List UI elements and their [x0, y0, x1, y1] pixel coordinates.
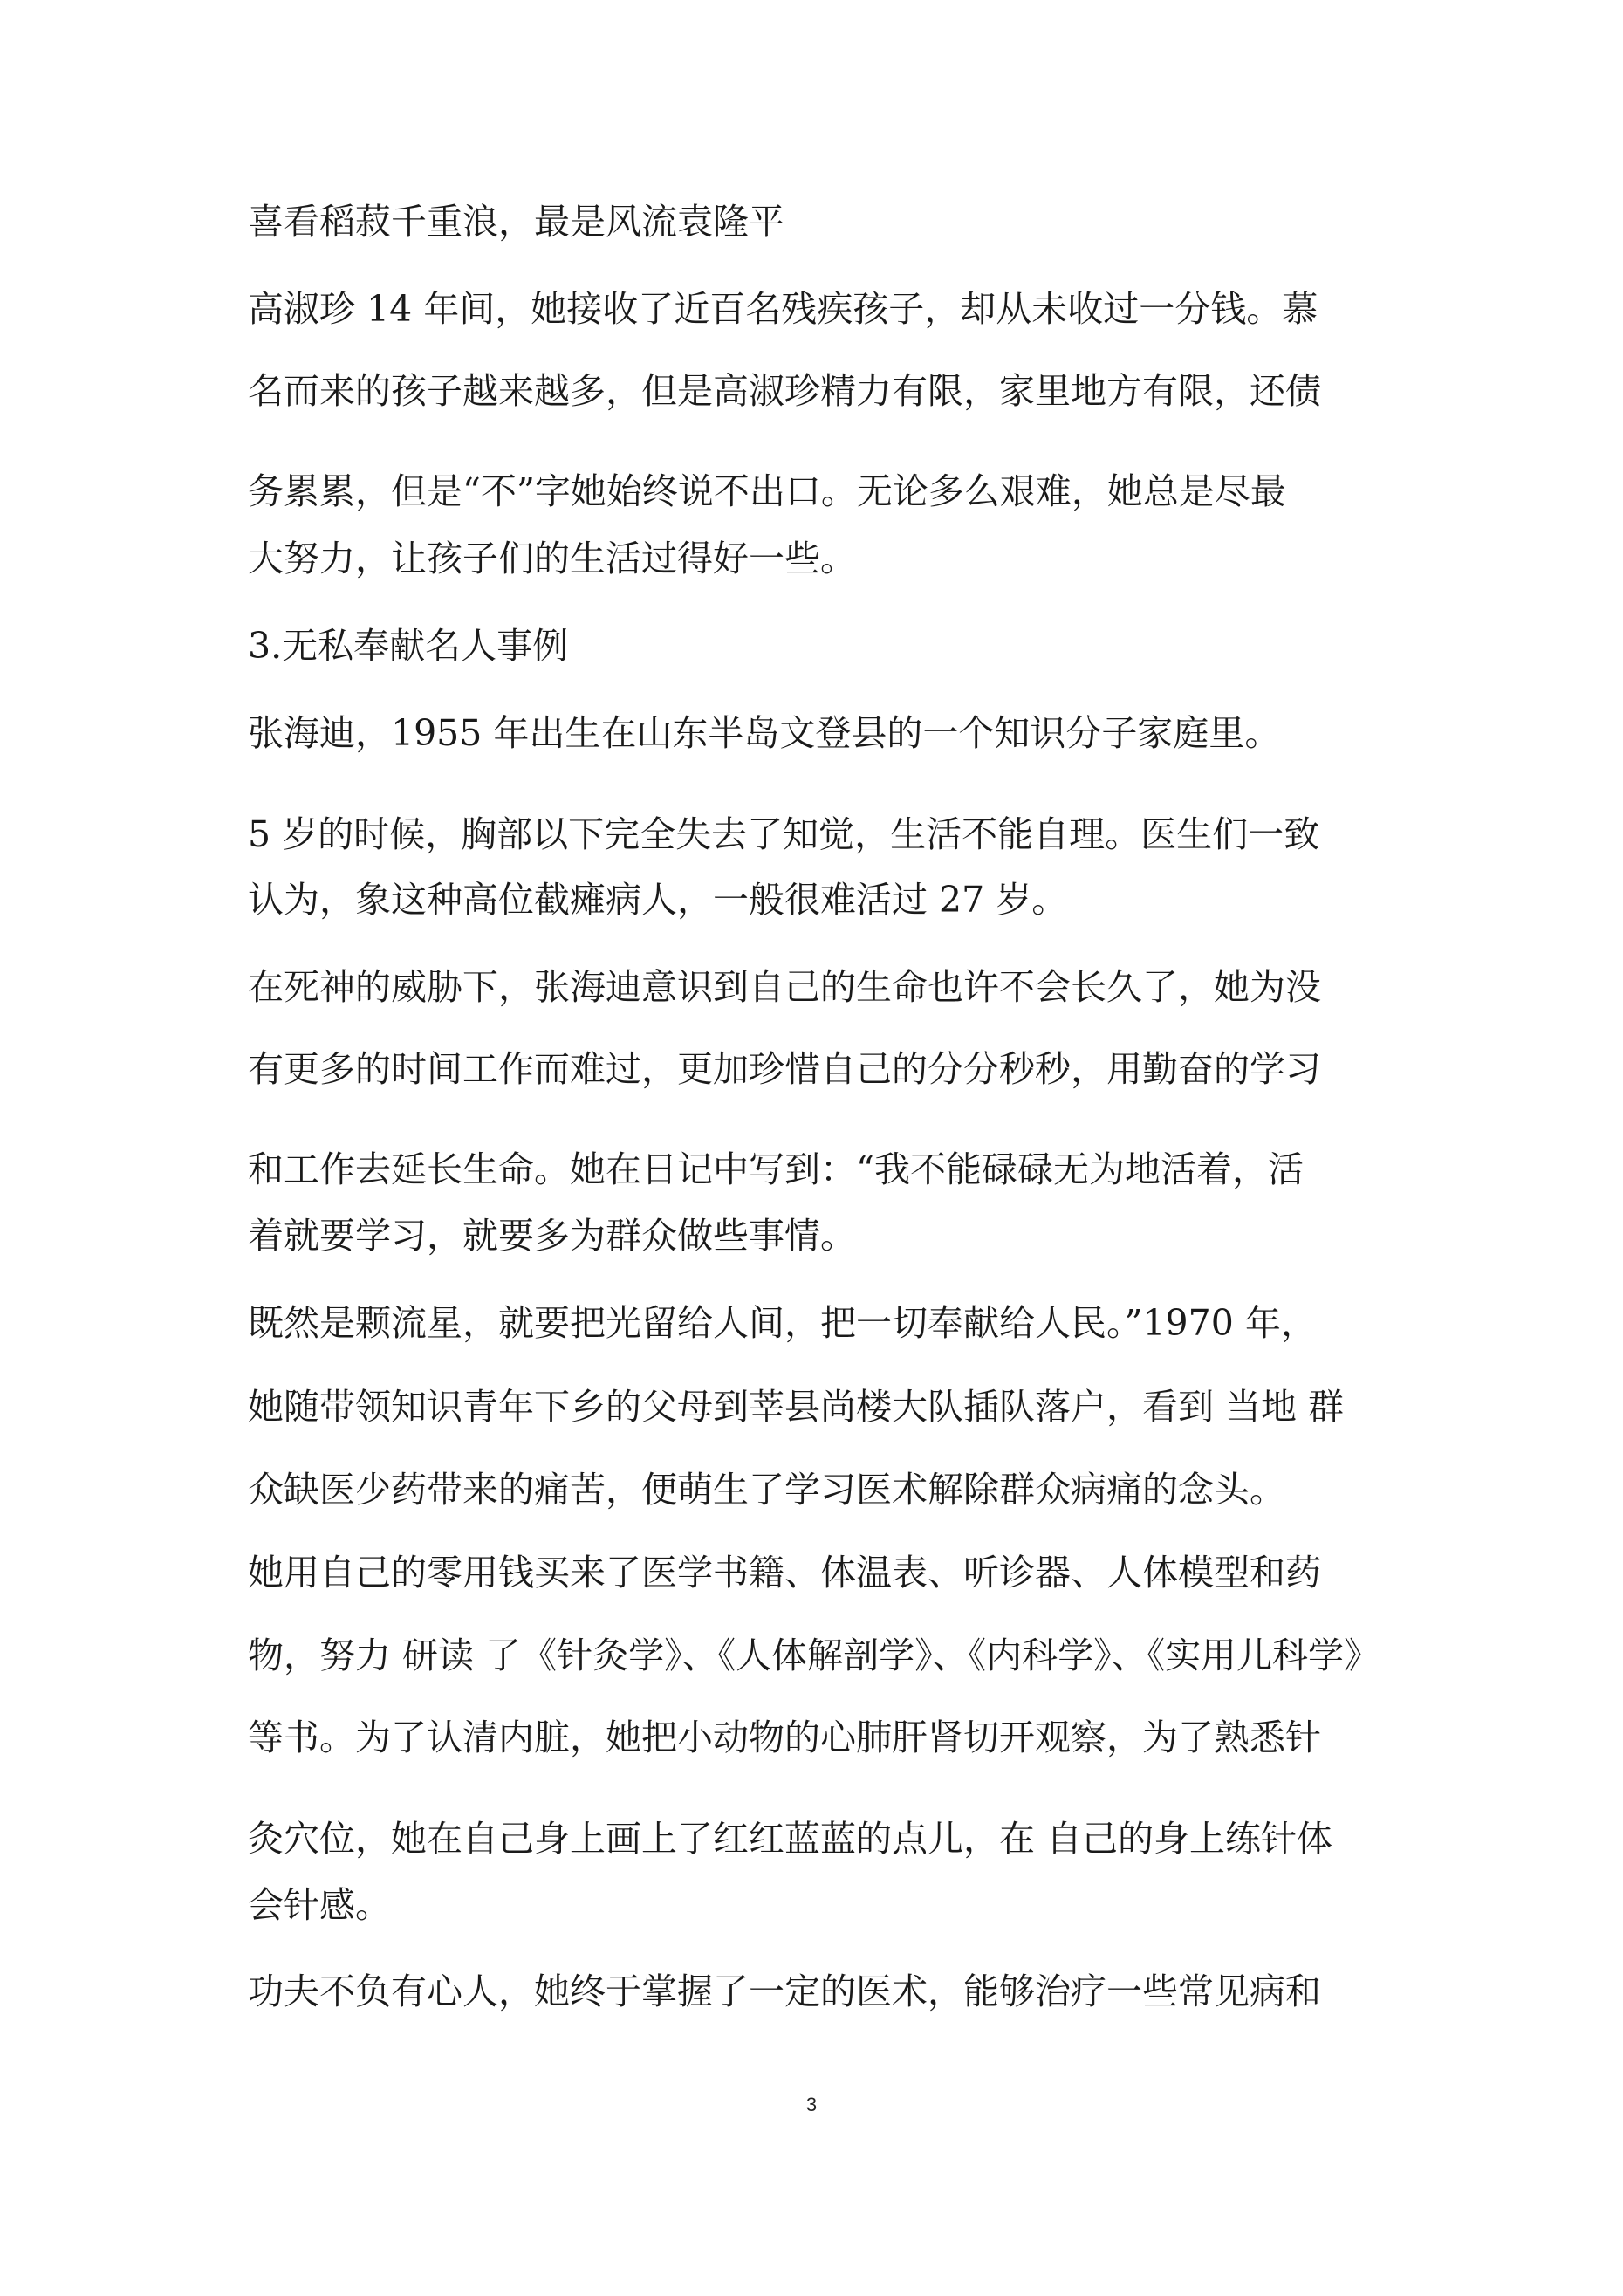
text-line: 着就要学习，就要多为群众做些事情。	[248, 1215, 856, 1257]
section-heading: 3.无私奉献名人事例	[248, 625, 569, 667]
text-line: 灸穴位，她在自己身上画上了红红蓝蓝的点儿，在 自己的身上练针体	[248, 1818, 1333, 1860]
text-line: 张海迪，1955 年出生在山东半岛文登县的一个知识分子家庭里。	[248, 712, 1281, 754]
text-line: 务累累，但是“不”字她始终说不出口。无论多么艰难，她总是尽最	[248, 470, 1286, 512]
text-line: 会针感。	[248, 1884, 391, 1926]
text-line: 喜看稻菽千重浪，最是风流袁隆平	[248, 201, 784, 243]
text-line: 5 岁的时候，胸部以下完全失去了知觉，生活不能自理。医生们一致	[248, 813, 1320, 855]
text-line: 她用自己的零用钱买来了医学书籍、体温表、听诊器、人体模型和药	[248, 1552, 1321, 1593]
text-line: 有更多的时间工作而难过，更加珍惜自己的分分秒秒，用勤奋的学习	[248, 1048, 1321, 1090]
page-number: 3	[805, 2094, 818, 2115]
text-line: 高淑珍 14 年间，她接收了近百名残疾孩子，却从未收过一分钱。慕	[248, 288, 1318, 330]
text-line: 名而来的孩子越来越多，但是高淑珍精力有限，家里地方有限，还债	[248, 370, 1321, 412]
text-line: 认为，象这种高位截瘫病人，一般很难活过 27 岁。	[248, 879, 1068, 921]
text-line: 等书。为了认清内脏，她把小动物的心肺肝肾切开观察，为了熟悉针	[248, 1717, 1321, 1758]
text-line: 和工作去延长生命。她在日记中写到：“我不能碌碌无为地活着，活	[248, 1148, 1304, 1190]
text-line: 大努力，让孩子们的生活过得好一些。	[248, 538, 856, 579]
text-line: 她随带领知识青年下乡的父母到莘县尚楼大队插队落户，看到 当地 群	[248, 1386, 1345, 1428]
text-line: 功夫不负有心人，她终于掌握了一定的医术，能够治疗一些常见病和	[248, 1970, 1321, 2012]
text-line: 在死神的威胁下，张海迪意识到自己的生命也许不会长久了，她为没	[248, 966, 1321, 1008]
text-line: 既然是颗流星，就要把光留给人间，把一切奉献给人民。”1970 年，	[248, 1302, 1317, 1344]
text-line: 物，努力 研读 了《针灸学》、《人体解剖学》、《内科学》、《实用儿科学》	[248, 1635, 1380, 1676]
text-line: 众缺医少药带来的痛苦，便萌生了学习医术解除群众病痛的念头。	[248, 1469, 1285, 1511]
